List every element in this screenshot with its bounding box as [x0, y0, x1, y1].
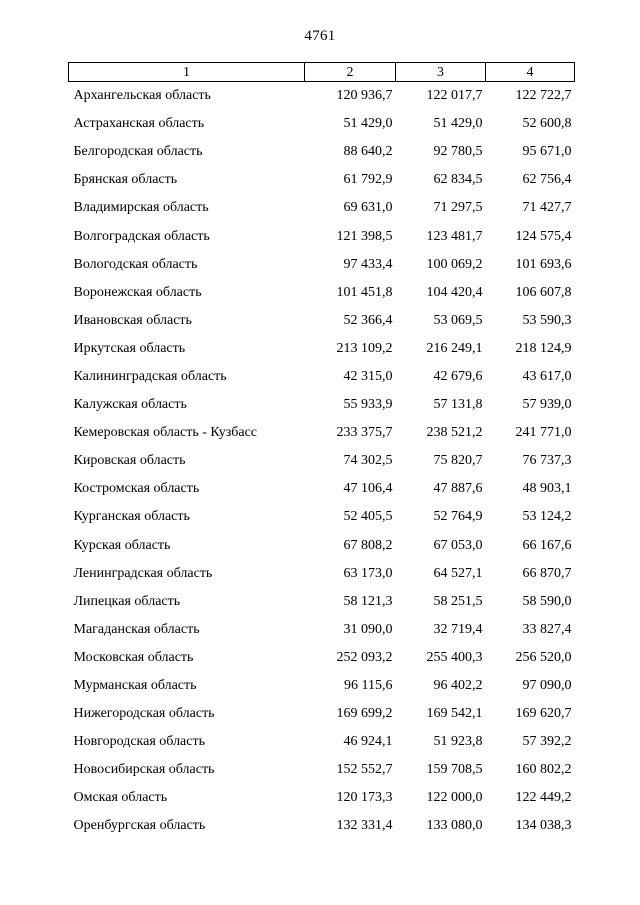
value-col-2-cell: 74 302,5: [343, 453, 393, 469]
header-col-4: 4: [486, 63, 575, 82]
value-col-2-cell: 101 451,8: [336, 284, 393, 300]
table-body: [69, 82, 575, 841]
region-cell: Московская область: [73, 649, 194, 665]
value-col-4-cell: 122 722,7: [515, 88, 572, 104]
value-col-2-cell: 42 315,0: [343, 368, 393, 384]
table-row: [69, 363, 575, 391]
table-row: [69, 812, 575, 840]
value-col-3-cell: 57 131,8: [433, 397, 483, 413]
table-row: [69, 644, 575, 672]
region-cell: Калужская область: [73, 397, 187, 413]
table-row: [69, 756, 575, 784]
value-col-3-cell: 122 017,7: [426, 88, 483, 104]
value-col-3-cell: 255 400,3: [426, 649, 483, 665]
value-col-2-cell: 51 429,0: [343, 116, 393, 132]
value-col-4-cell: 124 575,4: [515, 228, 572, 244]
value-col-2-cell: 233 375,7: [336, 425, 393, 441]
region-cell: Костромская область: [73, 481, 200, 497]
region-cell: Мурманская область: [73, 678, 197, 694]
region-cell: Магаданская область: [73, 621, 200, 637]
value-col-3-cell: 52 764,9: [433, 509, 483, 525]
table-row: [69, 166, 575, 194]
value-col-3-cell: 92 780,5: [433, 144, 483, 160]
header-col-2: 2: [305, 63, 396, 82]
region-cell: Курганская область: [73, 509, 190, 525]
value-col-4-cell: 48 903,1: [522, 481, 572, 497]
table-row: [69, 307, 575, 335]
value-col-3-cell: 123 481,7: [426, 228, 483, 244]
table-header: [69, 63, 575, 82]
value-col-2-cell: 88 640,2: [343, 144, 393, 160]
value-col-3-cell: 216 249,1: [426, 340, 483, 356]
table-row: [69, 251, 575, 279]
value-col-4-cell: 53 590,3: [522, 312, 572, 328]
region-cell: Липецкая область: [73, 593, 181, 609]
value-col-3-cell: 238 521,2: [426, 425, 483, 441]
table-row: [69, 110, 575, 138]
table-row: [69, 475, 575, 503]
region-cell: Кемеровская область - Кузбасс: [73, 425, 258, 441]
region-cell: Нижегородская область: [73, 706, 215, 722]
region-cell: Вологодская область: [73, 256, 198, 272]
value-col-4-cell: 256 520,0: [515, 649, 572, 665]
value-col-2-cell: 31 090,0: [343, 621, 393, 637]
value-col-2-cell: 47 106,4: [343, 481, 393, 497]
value-col-2-cell: 213 109,2: [336, 340, 393, 356]
region-cell: Астраханская область: [73, 116, 205, 132]
value-col-2-cell: 252 093,2: [336, 649, 393, 665]
value-col-3-cell: 32 719,4: [433, 621, 483, 637]
value-col-2-cell: 132 331,4: [336, 818, 393, 834]
region-cell: Волгоградская область: [73, 228, 210, 244]
region-cell: Оренбургская область: [73, 818, 206, 834]
table-row: [69, 616, 575, 644]
value-col-2-cell: 69 631,0: [343, 200, 393, 216]
value-col-2-cell: 63 173,0: [343, 565, 393, 581]
region-cell: Омская область: [73, 790, 168, 806]
value-col-3-cell: 133 080,0: [426, 818, 483, 834]
value-col-3-cell: 47 887,6: [433, 481, 483, 497]
table-row: [69, 672, 575, 700]
value-col-3-cell: 169 542,1: [426, 706, 483, 722]
table-row: [69, 335, 575, 363]
region-cell: Новосибирская область: [73, 762, 215, 778]
value-col-4-cell: 160 802,2: [515, 762, 572, 778]
value-col-4-cell: 101 693,6: [515, 256, 572, 272]
region-cell: Курская область: [73, 537, 171, 553]
value-col-2-cell: 52 366,4: [343, 312, 393, 328]
table-row: [69, 728, 575, 756]
value-col-2-cell: 120 936,7: [336, 88, 393, 104]
value-col-2-cell: 67 808,2: [343, 537, 393, 553]
value-col-2-cell: 58 121,3: [343, 593, 393, 609]
table-row: [69, 588, 575, 616]
region-cell: Ивановская область: [73, 312, 192, 328]
value-col-4-cell: 57 392,2: [522, 734, 572, 750]
value-col-3-cell: 159 708,5: [426, 762, 483, 778]
value-col-3-cell: 64 527,1: [433, 565, 483, 581]
value-col-2-cell: 120 173,3: [336, 790, 393, 806]
table-row: [69, 222, 575, 250]
table-row: [69, 194, 575, 222]
table-row: [69, 279, 575, 307]
header-col-1: 1: [69, 63, 305, 82]
value-col-4-cell: 62 756,4: [522, 172, 572, 188]
table-row: [69, 82, 575, 111]
region-cell: Архангельская область: [73, 88, 211, 104]
table-row: [69, 700, 575, 728]
region-cell: Новгородская область: [73, 734, 205, 750]
value-col-3-cell: 53 069,5: [433, 312, 483, 328]
table-row: [69, 784, 575, 812]
value-col-4-cell: 106 607,8: [515, 284, 572, 300]
value-col-2-cell: 97 433,4: [343, 256, 393, 272]
value-col-4-cell: 43 617,0: [522, 368, 572, 384]
value-col-2-cell: 61 792,9: [343, 172, 393, 188]
value-col-4-cell: 57 939,0: [522, 397, 572, 413]
region-cell: Брянская область: [73, 172, 178, 188]
value-col-3-cell: 75 820,7: [433, 453, 483, 469]
value-col-2-cell: 96 115,6: [344, 678, 393, 694]
value-col-3-cell: 51 923,8: [433, 734, 483, 750]
value-col-4-cell: 95 671,0: [522, 144, 572, 160]
table-row: [69, 503, 575, 531]
value-col-4-cell: 122 449,2: [515, 790, 572, 806]
value-col-4-cell: 66 870,7: [522, 565, 572, 581]
table-row: [69, 391, 575, 419]
value-col-4-cell: 169 620,7: [515, 706, 572, 722]
value-col-4-cell: 241 771,0: [515, 425, 572, 441]
region-cell: Воронежская область: [73, 284, 202, 300]
region-data-table: [68, 62, 575, 841]
value-col-3-cell: 62 834,5: [433, 172, 483, 188]
table-row: [69, 447, 575, 475]
value-col-2-cell: 55 933,9: [343, 397, 393, 413]
region-cell: Иркутская область: [73, 340, 186, 356]
header-col-3: 3: [396, 63, 486, 82]
value-col-3-cell: 100 069,2: [426, 256, 483, 272]
value-col-4-cell: 218 124,9: [515, 340, 572, 356]
region-cell: Кировская область: [73, 453, 186, 469]
value-col-4-cell: 71 427,7: [522, 200, 572, 216]
page-number: 4761: [304, 28, 336, 44]
value-col-4-cell: 76 737,3: [522, 453, 572, 469]
value-col-3-cell: 42 679,6: [433, 368, 483, 384]
region-cell: Ленинградская область: [73, 565, 213, 581]
value-col-3-cell: 104 420,4: [426, 284, 483, 300]
region-cell: Калининградская область: [73, 368, 227, 384]
value-col-3-cell: 58 251,5: [433, 593, 483, 609]
value-col-4-cell: 53 124,2: [522, 509, 572, 525]
value-col-4-cell: 58 590,0: [522, 593, 572, 609]
table-row: [69, 138, 575, 166]
value-col-4-cell: 97 090,0: [522, 678, 572, 694]
value-col-4-cell: 134 038,3: [515, 818, 572, 834]
value-col-2-cell: 121 398,5: [336, 228, 393, 244]
value-col-3-cell: 51 429,0: [433, 116, 483, 132]
value-col-4-cell: 66 167,6: [522, 537, 572, 553]
region-cell: Владимирская область: [73, 200, 209, 216]
value-col-3-cell: 96 402,2: [433, 678, 483, 694]
table-row: [69, 560, 575, 588]
region-cell: Белгородская область: [73, 144, 203, 160]
value-col-4-cell: 52 600,8: [522, 116, 572, 132]
value-col-3-cell: 122 000,0: [426, 790, 483, 806]
value-col-2-cell: 152 552,7: [336, 762, 393, 778]
value-col-3-cell: 71 297,5: [433, 200, 483, 216]
header-row: [69, 63, 575, 82]
value-col-2-cell: 169 699,2: [336, 706, 393, 722]
table-row: [69, 532, 575, 560]
value-col-3-cell: 67 053,0: [433, 537, 483, 553]
value-col-4-cell: 33 827,4: [522, 621, 572, 637]
value-col-2-cell: 52 405,5: [343, 509, 393, 525]
table-row: [69, 419, 575, 447]
value-col-2-cell: 46 924,1: [343, 734, 393, 750]
